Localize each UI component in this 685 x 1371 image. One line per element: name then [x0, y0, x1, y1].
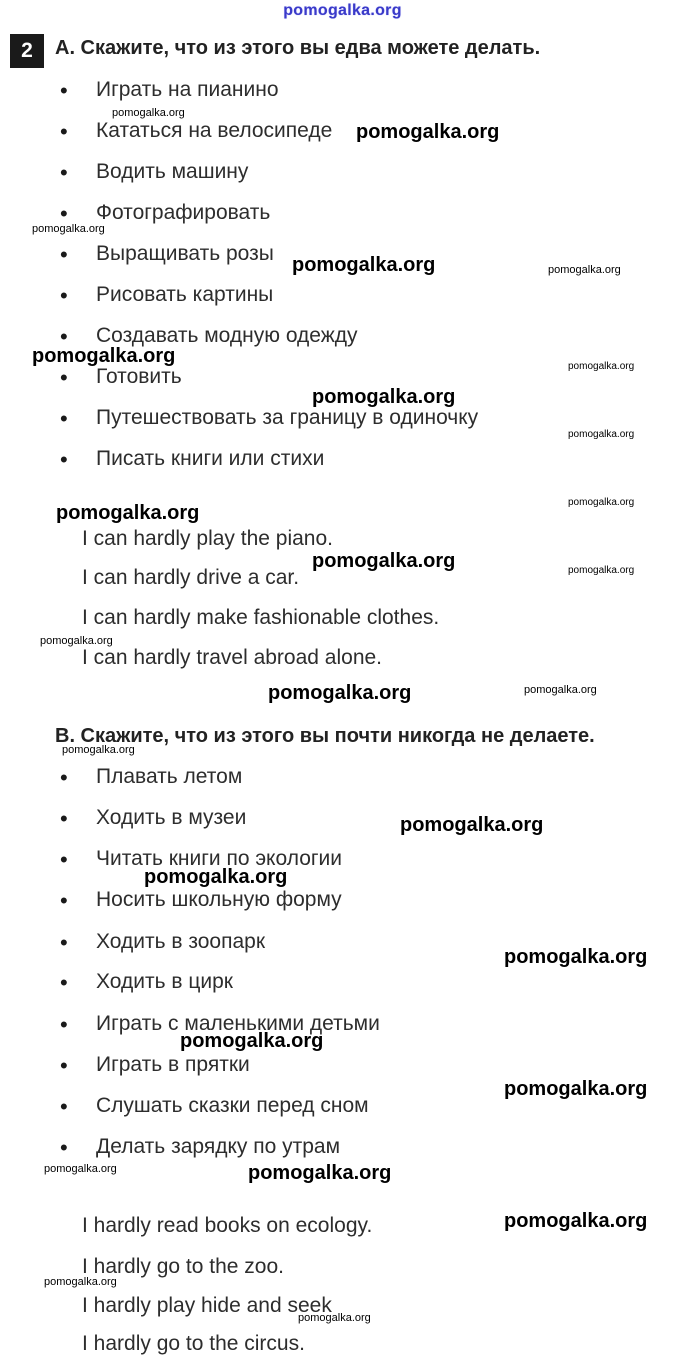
watermark: pomogalka.org [40, 635, 113, 647]
bullet-icon: • [60, 365, 68, 390]
watermark: pomogalka.org [112, 107, 185, 119]
watermark: pomogalka.org [268, 682, 412, 704]
watermark: pomogalka.org [504, 1078, 648, 1100]
watermark: pomogalka.org [248, 1162, 392, 1184]
watermark: pomogalka.org [312, 550, 456, 572]
bullet-icon: • [60, 119, 68, 144]
section-b-heading: B. Скажите, что из этого вы почти никогда не делаете. [55, 725, 595, 747]
watermark: pomogalka.org [504, 946, 648, 968]
bullet-icon: • [60, 888, 68, 913]
section-a-answer: I can hardly drive a car. [82, 566, 300, 589]
watermark: pomogalka.org [32, 345, 176, 367]
section-b-item: Ходить в цирк [96, 970, 233, 993]
section-a-item: Водить машину [96, 160, 249, 183]
bullet-icon: • [60, 847, 68, 872]
section-b-item: Ходить в зоопарк [96, 930, 266, 953]
bullet-icon: • [60, 324, 68, 349]
section-a-heading: A. Скажите, что из этого вы едва можете делать. [55, 37, 541, 59]
section-b-item: Плавать летом [96, 765, 243, 788]
site-logo: pomogalka.org [283, 2, 402, 19]
watermark: pomogalka.org [44, 1276, 117, 1288]
watermark: pomogalka.org [504, 1210, 648, 1232]
section-b-item: Читать книги по экологии [96, 847, 342, 870]
bullet-icon: • [60, 806, 68, 831]
watermark: pomogalka.org [44, 1163, 117, 1175]
watermark: pomogalka.org [144, 866, 288, 888]
bullet-icon: • [60, 930, 68, 955]
section-a-item: Путешествовать за границу в одиночку [96, 406, 479, 429]
section-a-item: Готовить [96, 365, 182, 388]
bullet-icon: • [60, 406, 68, 431]
watermark: pomogalka.org [524, 684, 597, 696]
section-b-item: Носить школьную форму [96, 888, 342, 911]
section-b-item: Играть с маленькими детьми [96, 1012, 380, 1035]
section-a-answer: I can hardly play the piano. [82, 527, 333, 550]
watermark: pomogalka.org [568, 429, 635, 440]
bullet-icon: • [60, 242, 68, 267]
section-a-item: Писать книги или стихи [96, 447, 325, 470]
bullet-icon: • [60, 765, 68, 790]
section-a-item: Фотографировать [96, 201, 271, 224]
bullet-icon: • [60, 970, 68, 995]
bullet-icon: • [60, 160, 68, 185]
section-b-item: Играть в прятки [96, 1053, 250, 1076]
section-b-answer: I hardly go to the circus. [82, 1332, 305, 1355]
section-a-item: Создавать модную одежду [96, 324, 358, 347]
watermark: pomogalka.org [568, 497, 635, 508]
section-a-item: Играть на пианино [96, 78, 279, 101]
bullet-icon: • [60, 447, 68, 472]
bullet-icon: • [60, 283, 68, 308]
section-a-item: Рисовать картины [96, 283, 274, 306]
section-b-answer: I hardly read books on ecology. [82, 1214, 373, 1237]
watermark: pomogalka.org [32, 223, 105, 235]
watermark: pomogalka.org [400, 814, 544, 836]
bullet-icon: • [60, 1135, 68, 1160]
watermark: pomogalka.org [292, 254, 436, 276]
section-a-item: Кататься на велосипеде [96, 119, 333, 142]
section-b-item: Слушать сказки перед сном [96, 1094, 369, 1117]
watermark: pomogalka.org [62, 744, 135, 756]
watermark: pomogalka.org [568, 361, 635, 372]
watermark: pomogalka.org [568, 565, 635, 576]
bullet-icon: • [60, 1094, 68, 1119]
watermark: pomogalka.org [312, 386, 456, 408]
section-a-answer: I can hardly make fashionable clothes. [82, 606, 440, 629]
section-b-answer: I hardly play hide and seek [82, 1294, 332, 1317]
bullet-icon: • [60, 201, 68, 226]
watermark: pomogalka.org [548, 264, 621, 276]
bullet-icon: • [60, 78, 68, 103]
exercise-number-badge: 2 [10, 34, 44, 68]
watermark: pomogalka.org [180, 1030, 324, 1052]
watermark: pomogalka.org [356, 121, 500, 143]
watermark: pomogalka.org [298, 1312, 371, 1324]
bullet-icon: • [60, 1012, 68, 1037]
bullet-icon: • [60, 1053, 68, 1078]
section-b-item: Делать зарядку по утрам [96, 1135, 341, 1158]
section-b-item: Ходить в музеи [96, 806, 247, 829]
section-b-answer: I hardly go to the zoo. [82, 1255, 284, 1278]
section-a-answer: I can hardly travel abroad alone. [82, 646, 383, 669]
watermark: pomogalka.org [56, 502, 200, 524]
section-a-item: Выращивать розы [96, 242, 274, 265]
